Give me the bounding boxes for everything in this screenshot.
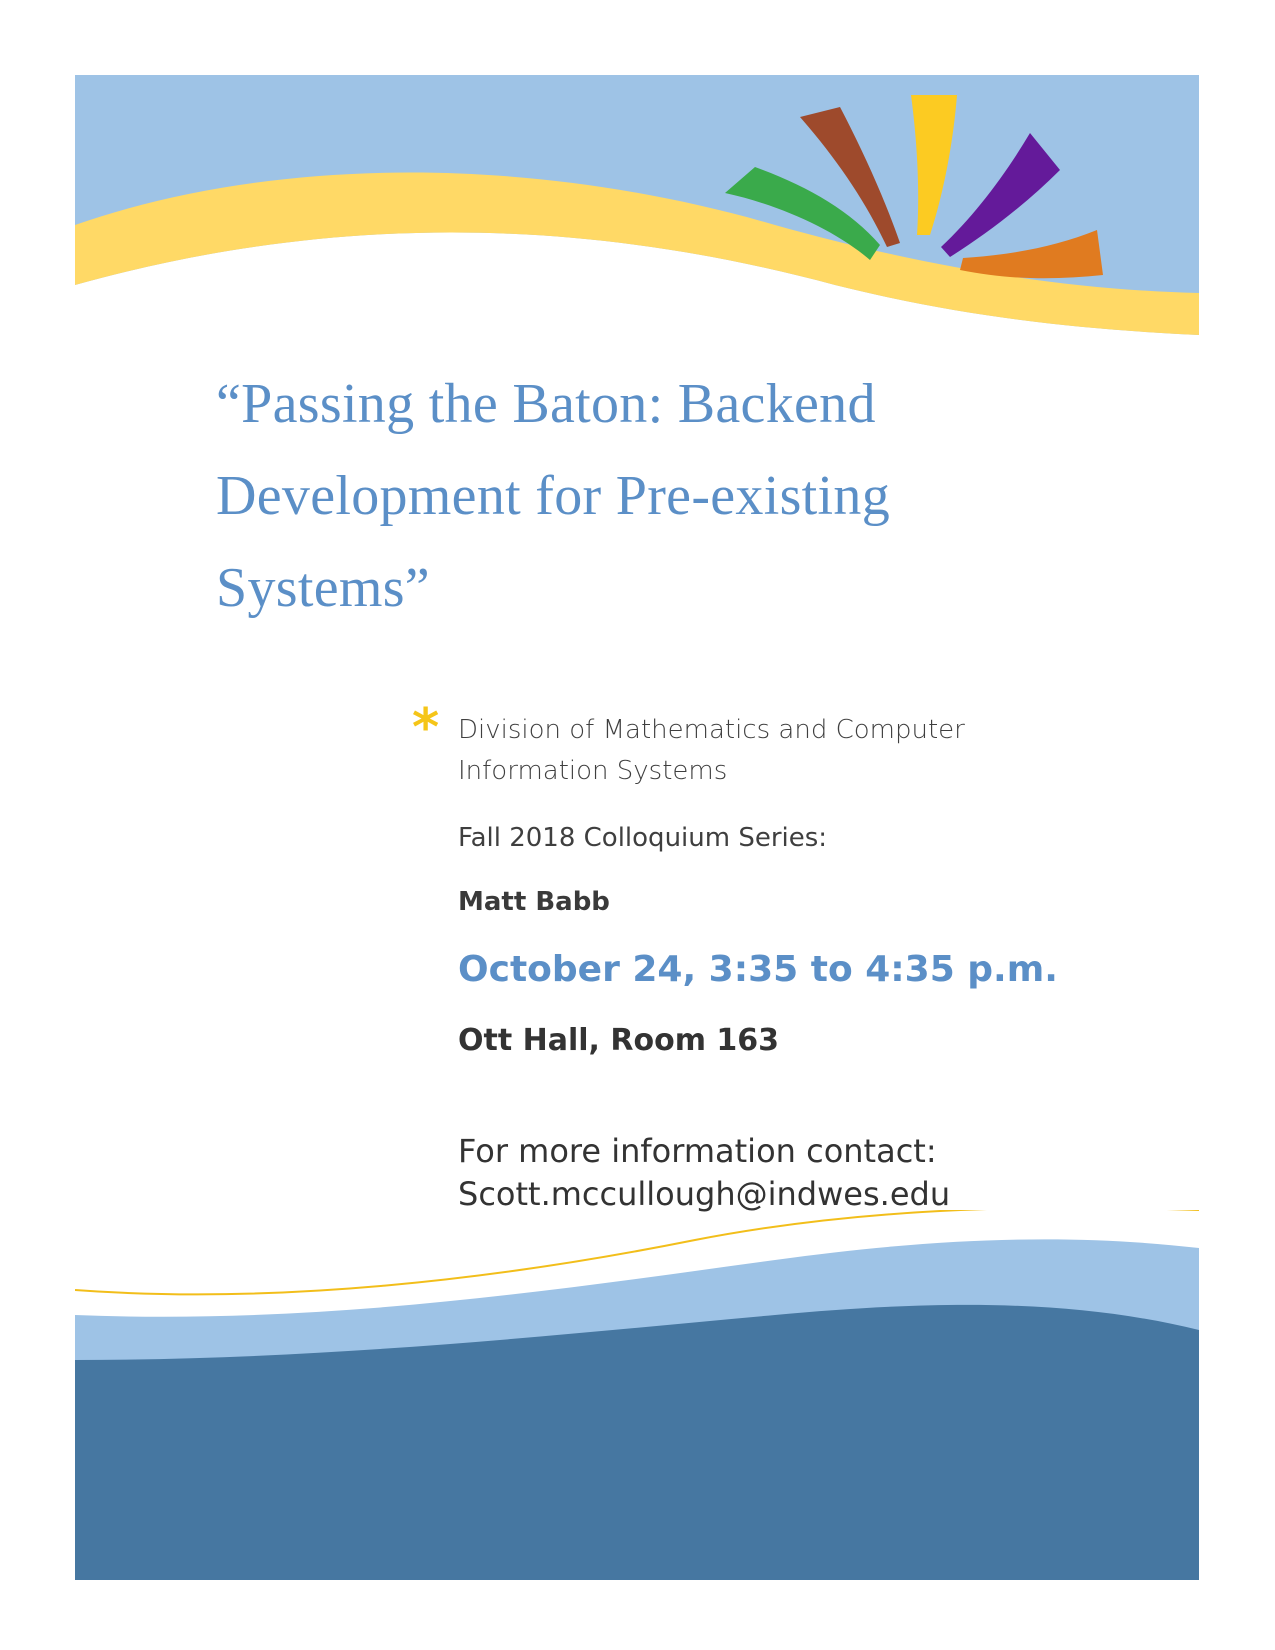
event-datetime: October 24, 3:35 to 4:35 p.m.: [458, 949, 1058, 990]
page-title: “Passing the Baton: Backend Development for Pre-existing Systems”: [216, 373, 891, 619]
bottom-banner: [75, 1210, 1199, 1580]
contact-email[interactable]: Scott.mccullough@indwes.edu: [458, 1175, 951, 1213]
top-banner: [75, 75, 1199, 345]
series-text: Fall 2018 Colloquium Series:: [458, 823, 828, 853]
speaker-name: Matt Babb: [458, 887, 610, 917]
asterisk-icon: *: [412, 698, 440, 758]
contact-label: For more information contact:: [458, 1132, 937, 1170]
division-text: Division of Mathematics and Computer Information Systems: [458, 715, 965, 786]
contact-block: [458, 1130, 1098, 1216]
event-location: Ott Hall, Room 163: [458, 1023, 780, 1058]
